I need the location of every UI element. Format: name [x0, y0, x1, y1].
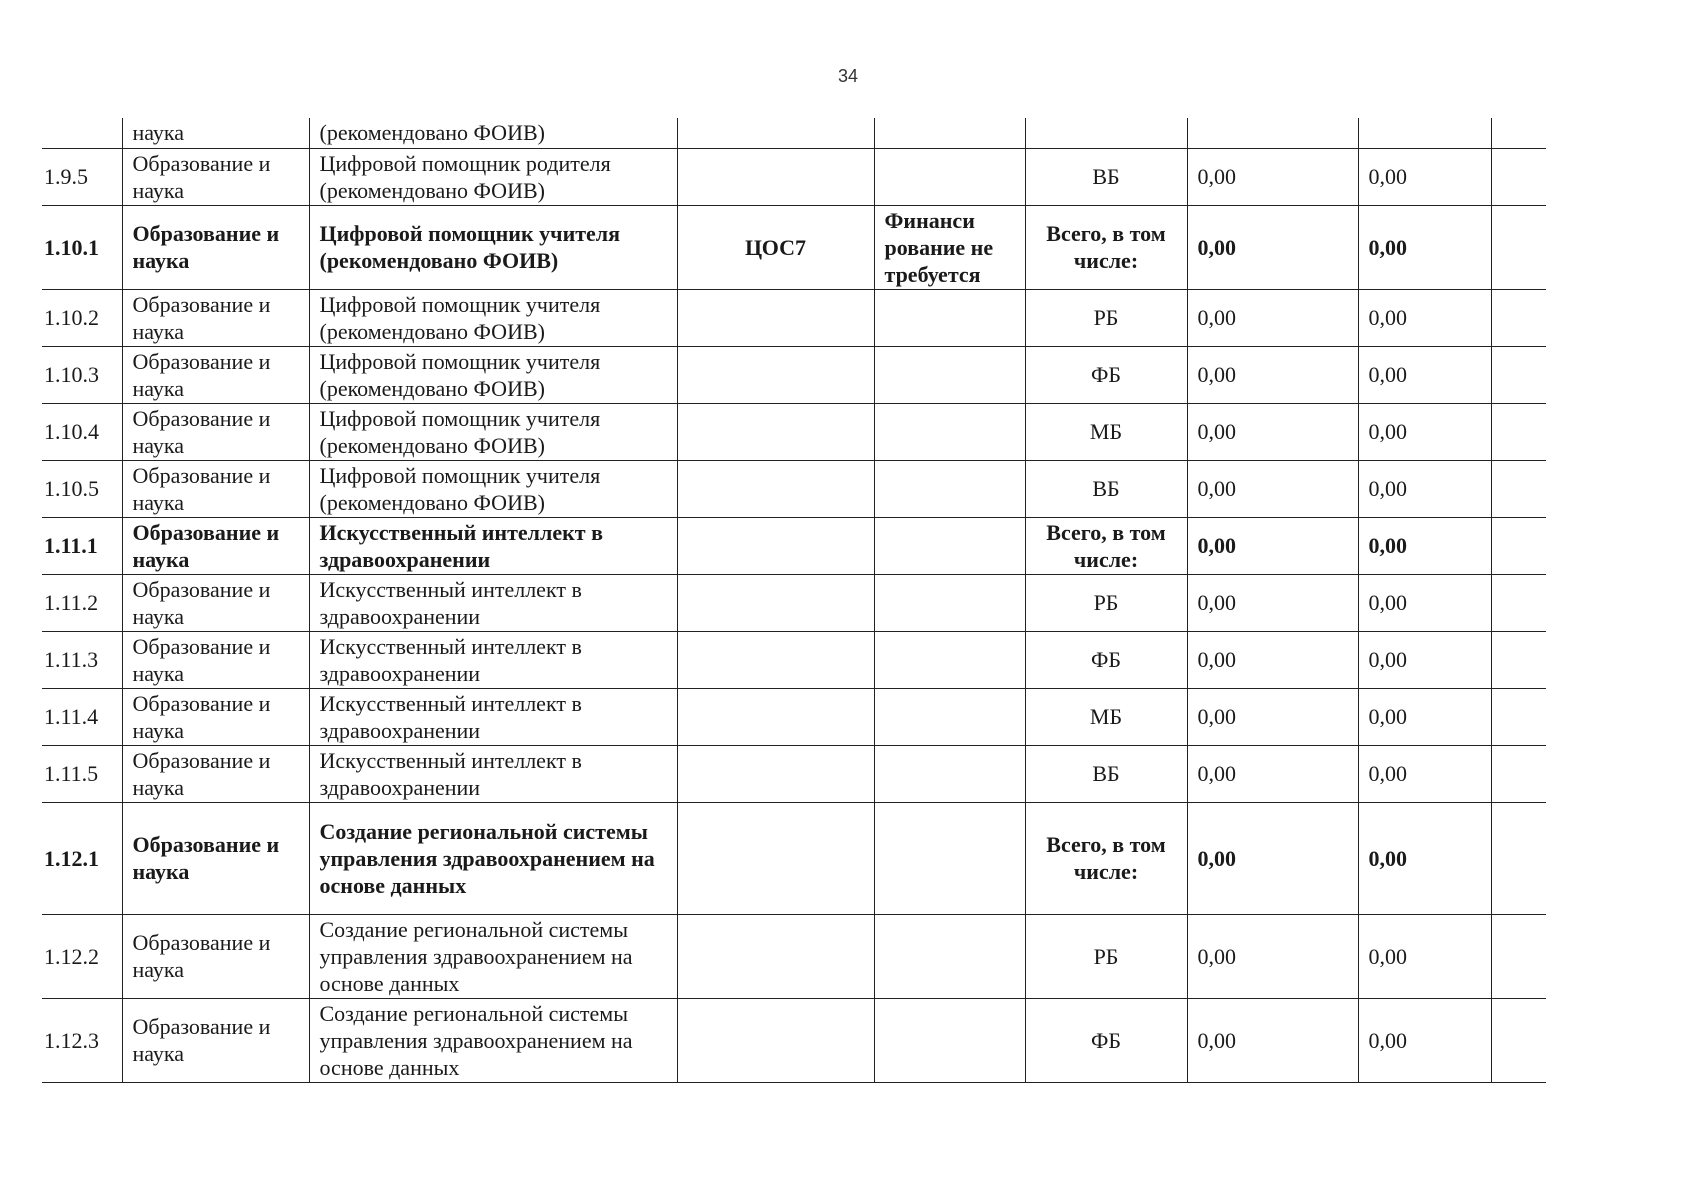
row-id: 1.12.3: [42, 998, 122, 1082]
empty-cell: [1491, 148, 1546, 205]
value-year-1: 0,00: [1187, 574, 1358, 631]
value-year-2: 0,00: [1358, 517, 1491, 574]
empty-cell: [1491, 205, 1546, 289]
value-year-1: 0,00: [1187, 346, 1358, 403]
code-cell: [677, 574, 874, 631]
code-cell: [677, 403, 874, 460]
measure-name-cell: Цифровой помощник учителя (рекомендовано ФОИВ): [309, 346, 677, 403]
empty-cell: [1491, 346, 1546, 403]
budget-table: [42, 118, 1546, 1083]
funding-source-cell: ФБ: [1025, 998, 1187, 1082]
measure-name-cell: Искусственный интеллект в здравоохранении: [309, 517, 677, 574]
row-id: 1.11.2: [42, 574, 122, 631]
row-id: 1.11.4: [42, 688, 122, 745]
measure-name-cell: Создание региональной системы управления здравоохранением на основе данных: [309, 802, 677, 914]
value-year-2: 0,00: [1358, 998, 1491, 1082]
value-year-2: 0,00: [1358, 460, 1491, 517]
sector-cell: Образование и наука: [122, 289, 309, 346]
code-cell: [677, 517, 874, 574]
measure-name-cell: Создание региональной системы управления здравоохранением на основе данных: [309, 998, 677, 1082]
financing-cell: [874, 688, 1025, 745]
code-cell: [677, 148, 874, 205]
value-year-2: 0,00: [1358, 688, 1491, 745]
code-cell: [677, 998, 874, 1082]
value-year-2: 0,00: [1358, 346, 1491, 403]
sector-cell: Образование и наука: [122, 346, 309, 403]
funding-source-cell: ВБ: [1025, 745, 1187, 802]
table-row: [42, 148, 1546, 205]
table-row: [42, 914, 1546, 998]
row-id: 1.10.5: [42, 460, 122, 517]
value-year-1: 0,00: [1187, 631, 1358, 688]
code-cell: [677, 745, 874, 802]
table-row: [42, 517, 1546, 574]
empty-cell: [1491, 914, 1546, 998]
empty-cell: [1491, 745, 1546, 802]
funding-source-cell: ВБ: [1025, 460, 1187, 517]
code-cell: [677, 346, 874, 403]
table-row: [42, 346, 1546, 403]
measure-name-cell: Цифровой помощник учителя (рекомендовано ФОИВ): [309, 205, 677, 289]
value-year-2: 0,00: [1358, 631, 1491, 688]
financing-cell: [874, 460, 1025, 517]
empty-cell: [1491, 403, 1546, 460]
value-year-1: 0,00: [1187, 403, 1358, 460]
row-id: 1.10.1: [42, 205, 122, 289]
sector-cell: Образование и наука: [122, 205, 309, 289]
table-row: [42, 802, 1546, 914]
financing-cell: [874, 998, 1025, 1082]
measure-name-cell: Цифровой помощник родителя (рекомендовано ФОИВ): [309, 148, 677, 205]
table-body: [42, 118, 1546, 1082]
funding-source-cell: Всего, в том числе:: [1025, 802, 1187, 914]
funding-source-cell: РБ: [1025, 289, 1187, 346]
value-year-2: [1358, 118, 1491, 148]
code-cell: [677, 914, 874, 998]
table-row: [42, 688, 1546, 745]
code-cell: [677, 688, 874, 745]
funding-source-cell: МБ: [1025, 688, 1187, 745]
sector-cell: Образование и наука: [122, 688, 309, 745]
value-year-1: 0,00: [1187, 517, 1358, 574]
page-number: 34: [837, 66, 859, 86]
value-year-1: 0,00: [1187, 802, 1358, 914]
measure-name-cell: Искусственный интеллект в здравоохранении: [309, 631, 677, 688]
funding-source-cell: ФБ: [1025, 631, 1187, 688]
funding-source-cell: Всего, в том числе:: [1025, 517, 1187, 574]
value-year-2: 0,00: [1358, 148, 1491, 205]
sector-cell: Образование и наука: [122, 574, 309, 631]
measure-name-cell: Цифровой помощник учителя (рекомендовано ФОИВ): [309, 460, 677, 517]
code-cell: [677, 802, 874, 914]
financing-cell: [874, 118, 1025, 148]
empty-cell: [1491, 289, 1546, 346]
empty-cell: [1491, 460, 1546, 517]
empty-cell: [1491, 688, 1546, 745]
code-cell: [677, 460, 874, 517]
measure-name-cell: Создание региональной системы управления здравоохранением на основе данных: [309, 914, 677, 998]
funding-source-cell: РБ: [1025, 574, 1187, 631]
empty-cell: [1491, 118, 1546, 148]
measure-name-cell: Цифровой помощник учителя (рекомендовано ФОИВ): [309, 289, 677, 346]
table-row: [42, 118, 1546, 148]
measure-name-cell: (рекомендовано ФОИВ): [309, 118, 677, 148]
financing-cell: [874, 148, 1025, 205]
financing-cell: [874, 745, 1025, 802]
sector-cell: Образование и наука: [122, 517, 309, 574]
table-row: [42, 403, 1546, 460]
sector-cell: Образование и наука: [122, 914, 309, 998]
table-row: [42, 460, 1546, 517]
sector-cell: Образование и наука: [122, 802, 309, 914]
row-id: 1.10.4: [42, 403, 122, 460]
value-year-1: [1187, 118, 1358, 148]
row-id: 1.11.3: [42, 631, 122, 688]
financing-cell: [874, 631, 1025, 688]
empty-cell: [1491, 574, 1546, 631]
financing-cell: [874, 289, 1025, 346]
empty-cell: [1491, 631, 1546, 688]
code-cell: [677, 118, 874, 148]
row-id: [42, 118, 122, 148]
row-id: 1.9.5: [42, 148, 122, 205]
financing-cell: [874, 914, 1025, 998]
financing-cell: [874, 346, 1025, 403]
row-id: 1.11.1: [42, 517, 122, 574]
row-id: 1.11.5: [42, 745, 122, 802]
financing-cell: [874, 403, 1025, 460]
value-year-1: 0,00: [1187, 289, 1358, 346]
table-row: [42, 745, 1546, 802]
empty-cell: [1491, 802, 1546, 914]
funding-source-cell: МБ: [1025, 403, 1187, 460]
sector-cell: Образование и наука: [122, 745, 309, 802]
sector-cell: Образование и наука: [122, 631, 309, 688]
table-row: [42, 574, 1546, 631]
table-row: [42, 998, 1546, 1082]
row-id: 1.10.3: [42, 346, 122, 403]
code-cell: ЦОС7: [677, 205, 874, 289]
table-row: [42, 289, 1546, 346]
financing-cell: [874, 517, 1025, 574]
funding-source-cell: [1025, 118, 1187, 148]
code-cell: [677, 289, 874, 346]
value-year-2: 0,00: [1358, 914, 1491, 998]
value-year-2: 0,00: [1358, 574, 1491, 631]
funding-source-cell: РБ: [1025, 914, 1187, 998]
sector-cell: наука: [122, 118, 309, 148]
sector-cell: Образование и наука: [122, 148, 309, 205]
value-year-2: 0,00: [1358, 289, 1491, 346]
sector-cell: Образование и наука: [122, 998, 309, 1082]
funding-source-cell: Всего, в том числе:: [1025, 205, 1187, 289]
value-year-1: 0,00: [1187, 460, 1358, 517]
table-row: [42, 631, 1546, 688]
value-year-1: 0,00: [1187, 205, 1358, 289]
value-year-1: 0,00: [1187, 998, 1358, 1082]
row-id: 1.10.2: [42, 289, 122, 346]
value-year-1: 0,00: [1187, 148, 1358, 205]
financing-cell: [874, 802, 1025, 914]
value-year-1: 0,00: [1187, 688, 1358, 745]
measure-name-cell: Искусственный интеллект в здравоохранении: [309, 745, 677, 802]
sector-cell: Образование и наука: [122, 460, 309, 517]
sector-cell: Образование и наука: [122, 403, 309, 460]
value-year-1: 0,00: [1187, 914, 1358, 998]
code-cell: [677, 631, 874, 688]
row-id: 1.12.2: [42, 914, 122, 998]
empty-cell: [1491, 998, 1546, 1082]
measure-name-cell: Цифровой помощник учителя (рекомендовано ФОИВ): [309, 403, 677, 460]
measure-name-cell: Искусственный интеллект в здравоохранении: [309, 688, 677, 745]
measure-name-cell: Искусственный интеллект в здравоохранении: [309, 574, 677, 631]
funding-source-cell: ВБ: [1025, 148, 1187, 205]
value-year-1: 0,00: [1187, 745, 1358, 802]
empty-cell: [1491, 517, 1546, 574]
value-year-2: 0,00: [1358, 745, 1491, 802]
financing-cell: [874, 574, 1025, 631]
value-year-2: 0,00: [1358, 205, 1491, 289]
value-year-2: 0,00: [1358, 403, 1491, 460]
financing-cell: Финанси рование не требуется: [874, 205, 1025, 289]
row-id: 1.12.1: [42, 802, 122, 914]
funding-source-cell: ФБ: [1025, 346, 1187, 403]
value-year-2: 0,00: [1358, 802, 1491, 914]
table-row: [42, 205, 1546, 289]
